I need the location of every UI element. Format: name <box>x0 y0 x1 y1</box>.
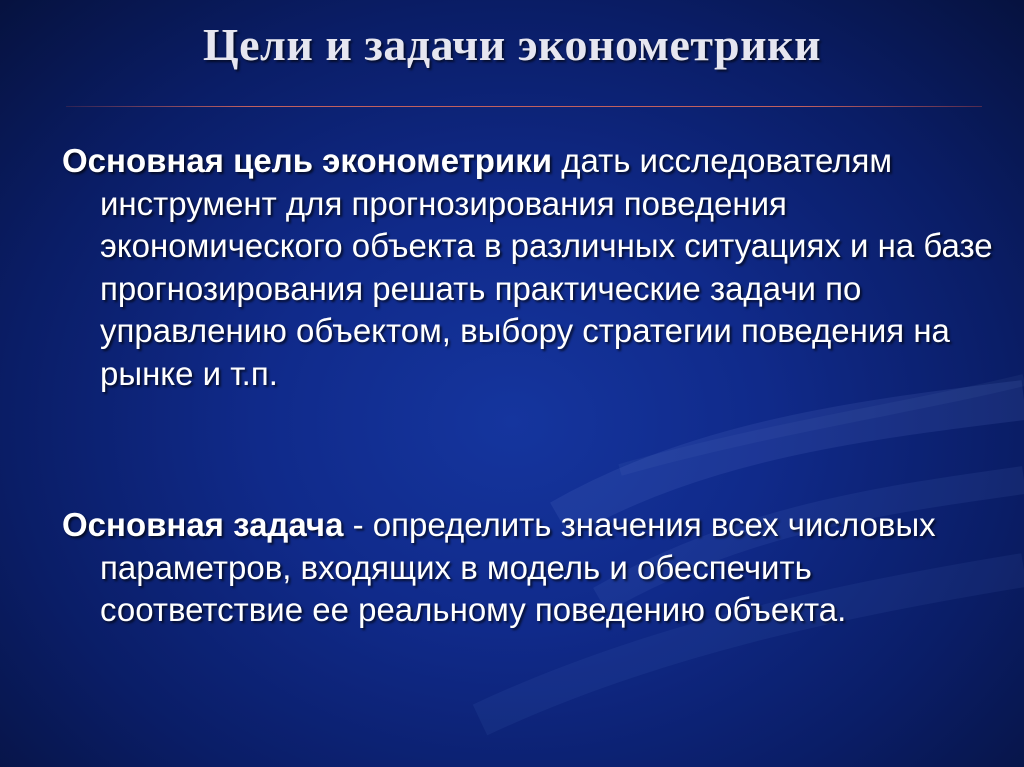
goal-term: Основная цель эконометрики <box>62 142 553 179</box>
slide-title: Цели и задачи эконометрики <box>202 19 822 70</box>
goal-text: дать исследователям инструмент для прогнозирования поведения экономического объекта в различных ситуациях и на базе прогнозирования решать практические задачи по управлению объектом, выбору стратегии поведения на рынке и т.п. <box>100 142 993 392</box>
title-divider <box>66 106 982 107</box>
task-text: - определить значения всех числовых параметров, входящих в модель и обеспечить соответствие ее реальному поведению объекта. <box>100 506 936 628</box>
task-term: Основная задача <box>62 506 344 543</box>
task-paragraph <box>62 504 1000 632</box>
goal-paragraph <box>62 140 1000 395</box>
